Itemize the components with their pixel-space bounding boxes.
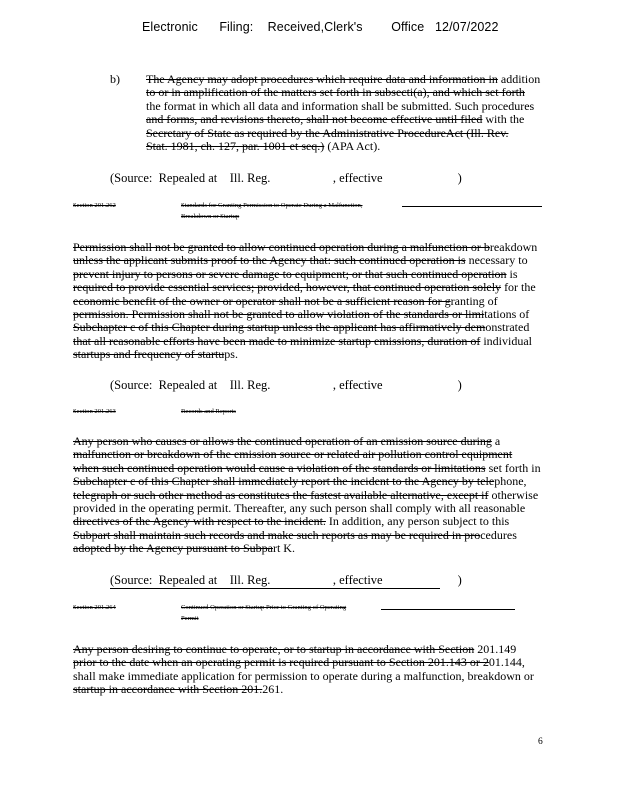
text-line: to or in amplification of the matters set forth in subsecti(a), and which set forth [146,85,525,100]
text-line: telegraph or such other method as constitutes the fastest available alternative, except if otherwise [73,487,539,502]
text-line: Permission shall not be granted to allow continued operation during a malfunction or breakdown [73,240,538,254]
text-line: Subchapter c of this Chapter during startup unless the applicant has affirmatively demonstrated [73,320,530,335]
text-line: economic benefit of the owner or operator shall not be a sufficient reason for granting of [73,293,498,308]
text-line: Stat. 1981, ch. 127, par. 1001 et seq.) (APA Act). [146,138,381,153]
section-number: Section 201.263 [73,408,116,415]
section-title: Records and Reports [181,408,236,415]
subsection-b-text [146,73,540,153]
page-number: 6 [538,737,543,747]
text-line: The Agency may adopt procedures which require data and information in addition [146,72,541,86]
source-note: (Source: Repealed at Ill. Reg. , effective ) [110,573,462,587]
source-note: (Source: Repealed at Ill. Reg. , effective ) [110,378,462,392]
text-line: startups and frequency of startups. [73,347,238,362]
text-line: that all reasonable efforts have been made to minimize startup emissions, duration of individual [73,333,532,348]
text-line: provided in the operating permit. Thereafter, any such person shall comply with all reasonable [73,500,526,515]
filing-header: Electronic Filing: Received,Clerk's Office 12/07/2022 [142,20,499,34]
text-line: directives of the Agency with respect to the incident. In addition, any person subject to this [73,514,510,529]
section-number: Section 201.262 [73,202,116,209]
text-line: when such continued operation would cause a violation of the standards or limitations set forth in [73,460,541,475]
section-title: Standards for Granting Permission to Operate During a Malfunction, Breakdown or Startup [181,202,363,220]
subsection-b-label: b) [110,72,120,86]
text-line: unless the applicant submits proof to the Agency that: such continued operation is necessary to [73,253,528,268]
text-line: malfunction or breakdown of the emission source or related air pollution control equipment [73,447,513,462]
source-note: (Source: Repealed at Ill. Reg. , effective ) [110,171,462,185]
section-number: Section 201.264 [73,604,116,611]
text-line: Secretary of State as required by the Administrative ProcedureAct (Ill. Rev. [146,125,509,140]
text-line: Subpart shall maintain such records and make such reports as may be required in procedures [73,527,517,542]
section-263-body [73,435,541,556]
text-line: the format in which all data and information shall be submitted. Such procedures [146,98,535,113]
source-underline [110,588,440,589]
text-line: permission. Permission shall not be granted to allow violation of the standards or limitations of [73,306,530,321]
text-line: prior to the date when an operating permit is required pursuant to Section 201.143 or 201.144, [73,655,525,670]
text-line: adopted by the Agency pursuant to Subpart K. [73,541,295,556]
section-rule [402,206,542,207]
text-line: Any person desiring to continue to operate, or to startup in accordance with Section 201.149 [73,642,517,656]
section-262-body [73,241,537,362]
text-line: prevent injury to persons or severe damage to equipment; or that such continued operation is [73,266,518,281]
text-line: Any person who causes or allows the continued operation of an emission source during a [73,434,501,448]
section-264-body [73,643,534,697]
text-line: startup in accordance with Section 201.261. [73,682,284,697]
section-rule [381,609,515,610]
text-line: and forms, and revisions thereto, shall not become effective until filed with the [146,112,525,127]
text-line: Subchapter c of this Chapter shall immediately report the incident to the Agency by telephone, [73,474,527,489]
text-line: shall make immediate application for permission to operate during a malfunction, breakdown or [73,668,534,683]
text-line: required to provide essential services; provided, however, that continued operation solely for the [73,280,536,295]
section-title: Continued Operation or Startup Prior to Granting of Operating Permit [181,604,347,622]
